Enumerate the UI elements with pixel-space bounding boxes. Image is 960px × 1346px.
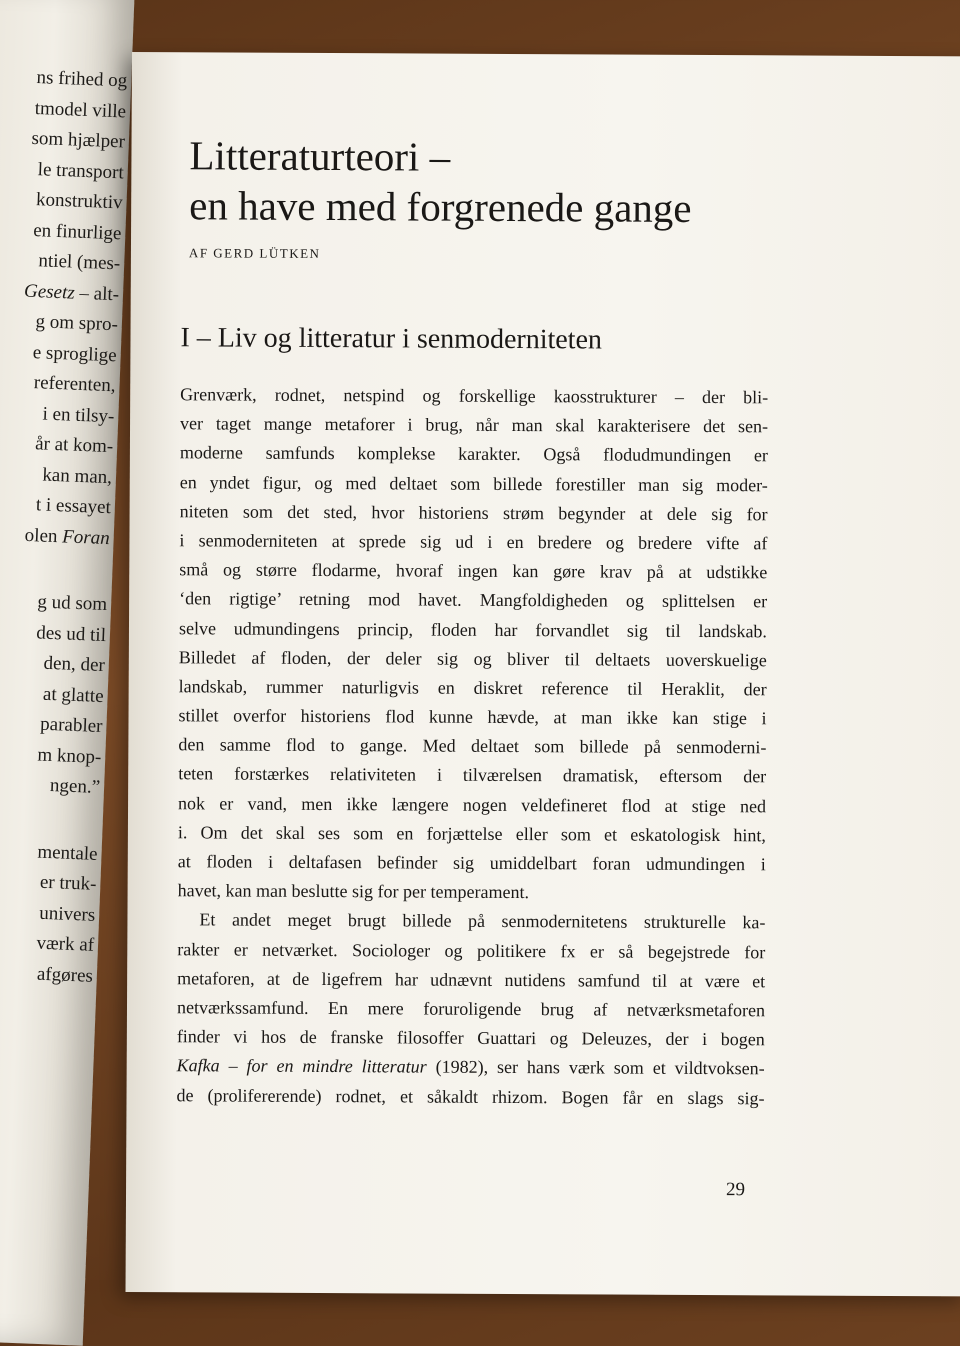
left-page-line: [0, 548, 113, 591]
left-page-line: i en tilsy-: [42, 402, 115, 427]
section-heading: I – Liv og litteratur i senmoderniteten: [180, 322, 603, 356]
left-page-line: ns frihed og: [36, 67, 128, 92]
left-page-line: ngen.”: [49, 775, 101, 798]
body-line: stillet overfor historiens flod kunne hævde, at man ikke kan stige i: [178, 705, 767, 729]
left-page-line: afgøres: [36, 963, 94, 987]
left-page-line: ntiel (mes-: [38, 250, 121, 275]
page-number: 29: [725, 1179, 746, 1201]
body-line: de (prolifererende) rodnet, et såkaldt rhizom. Bogen får en slags sig-: [176, 1084, 765, 1108]
body-line: netværkssamfund. En mere foruroligende brug af netværksmetaforen: [176, 997, 766, 1021]
left-page-line: år at kom-: [34, 433, 114, 458]
body-line: i senmoderniteten at sprede sig ud i en bredere og bredere vifte af: [179, 530, 768, 554]
body-line: rakter er netværket. Sociologer og politikere fx er så begejstrede for: [177, 938, 766, 962]
body-text: [176, 380, 768, 1113]
body-line: niteten som det sted, hvor historiens strøm begynder at dele sig for: [179, 501, 768, 525]
author-byline: AF GERD LÜTKEN: [188, 245, 321, 261]
left-page-line: som hjælper: [31, 127, 126, 153]
body-line: nok er vand, men ikke længere nogen veldefineret flod at stige ned: [178, 792, 767, 816]
body-line: metaforen, at de ligefrem har udnævnt nutidens samfund til at være et: [177, 967, 766, 992]
left-page-text: [0, 60, 132, 992]
chapter-title: [189, 130, 910, 234]
left-page-line: [0, 797, 103, 840]
book-title: Kafka – for en mindre litteratur: [176, 1055, 427, 1077]
left-page-line: den, der: [43, 652, 106, 677]
right-page: [126, 52, 960, 1296]
left-page-line: kan man,: [42, 464, 113, 488]
left-page-line: des ud til: [35, 621, 107, 646]
left-page-line: e sproglige: [32, 341, 118, 366]
left-page-line: værk af: [36, 932, 95, 956]
body-line: Et andet meget brugt billede på senmodernitetens strukturelle ka-: [199, 909, 766, 933]
left-page-line: olen Foran: [24, 524, 111, 549]
body-line: havet, kan man beslutte sig for per temperament.: [177, 880, 530, 903]
left-page-line: t i essayet: [35, 494, 112, 519]
left-page-line: referenten,: [33, 372, 116, 397]
body-line: at floden i deltafasen befinder sig umiddelbart foran udmundingen i: [177, 851, 766, 875]
body-line: ver taget mange metaforer i brug, når man skal karakterisere det sen-: [180, 413, 769, 437]
left-page-line: g ud som: [37, 591, 108, 616]
body-line: selve udmundingens princip, floden har forvandlet sig til landskab.: [178, 617, 768, 641]
body-line: ‘den rigtige’ retning mod havet. Mangfoldigheden og splittelsen er: [179, 588, 768, 612]
left-page-line: g om spro-: [35, 311, 119, 336]
body-line: Billedet af floden, der deler sig og bliver til deltaets uoverskuelige: [178, 646, 767, 671]
left-page-line: konstruktiv: [35, 189, 123, 214]
body-line: små og større flodarme, hvoraf ingen kan gøre krav på at udstikke: [179, 559, 768, 583]
left-page-line: le transport: [37, 158, 125, 183]
left-page-line: at glatte: [42, 683, 105, 707]
paragraph-1: [178, 380, 769, 908]
body-line: en yndet figur, og med deltaet som billede forestiller man sig moder-: [179, 471, 768, 495]
left-page-line: tmodel ville: [34, 97, 127, 122]
body-line: landskab, rummer naturligvis en diskret reference til Heraklit, der: [178, 676, 767, 700]
title-line-2: en have med forgrenede gange: [189, 182, 692, 231]
left-page-line: Gesetz – alt-: [23, 280, 120, 305]
left-page-line: en finurlige: [32, 219, 122, 244]
paragraph-2: [177, 906, 766, 1055]
body-line: [177, 1052, 765, 1084]
left-page-line: er truk-: [39, 871, 97, 895]
body-line: finder vi hos de franske filosoffer Guattari og Deleuzes, der i bogen: [176, 1026, 765, 1050]
body-line: moderne samfunds komplekse karakter. Også flodudmundingen er: [179, 442, 768, 466]
left-page-line: univers: [38, 902, 96, 926]
book-line-rest: (1982), ser hans værk som et vildtvoksen-: [426, 1056, 765, 1079]
left-page: [0, 0, 135, 1346]
left-page-line: m knop-: [37, 744, 102, 768]
left-page-line: parabler: [39, 713, 103, 738]
left-page-line: mentale: [37, 841, 98, 865]
body-line: i. Om det skal ses som en forjættelse eller som et eskatologisk hint,: [177, 822, 766, 846]
body-line: Grenværk, rodnet, netspind og forskellige kaosstrukturer – der bli-: [180, 384, 769, 408]
body-line: teten forstærkes relativiteten i tilværelsen dramatisk, eftersom der: [178, 763, 767, 787]
body-line: den samme flod to gange. Med deltaet som billede på senmoderni-: [178, 734, 767, 758]
title-line-1: Litteraturteori –: [189, 132, 451, 180]
